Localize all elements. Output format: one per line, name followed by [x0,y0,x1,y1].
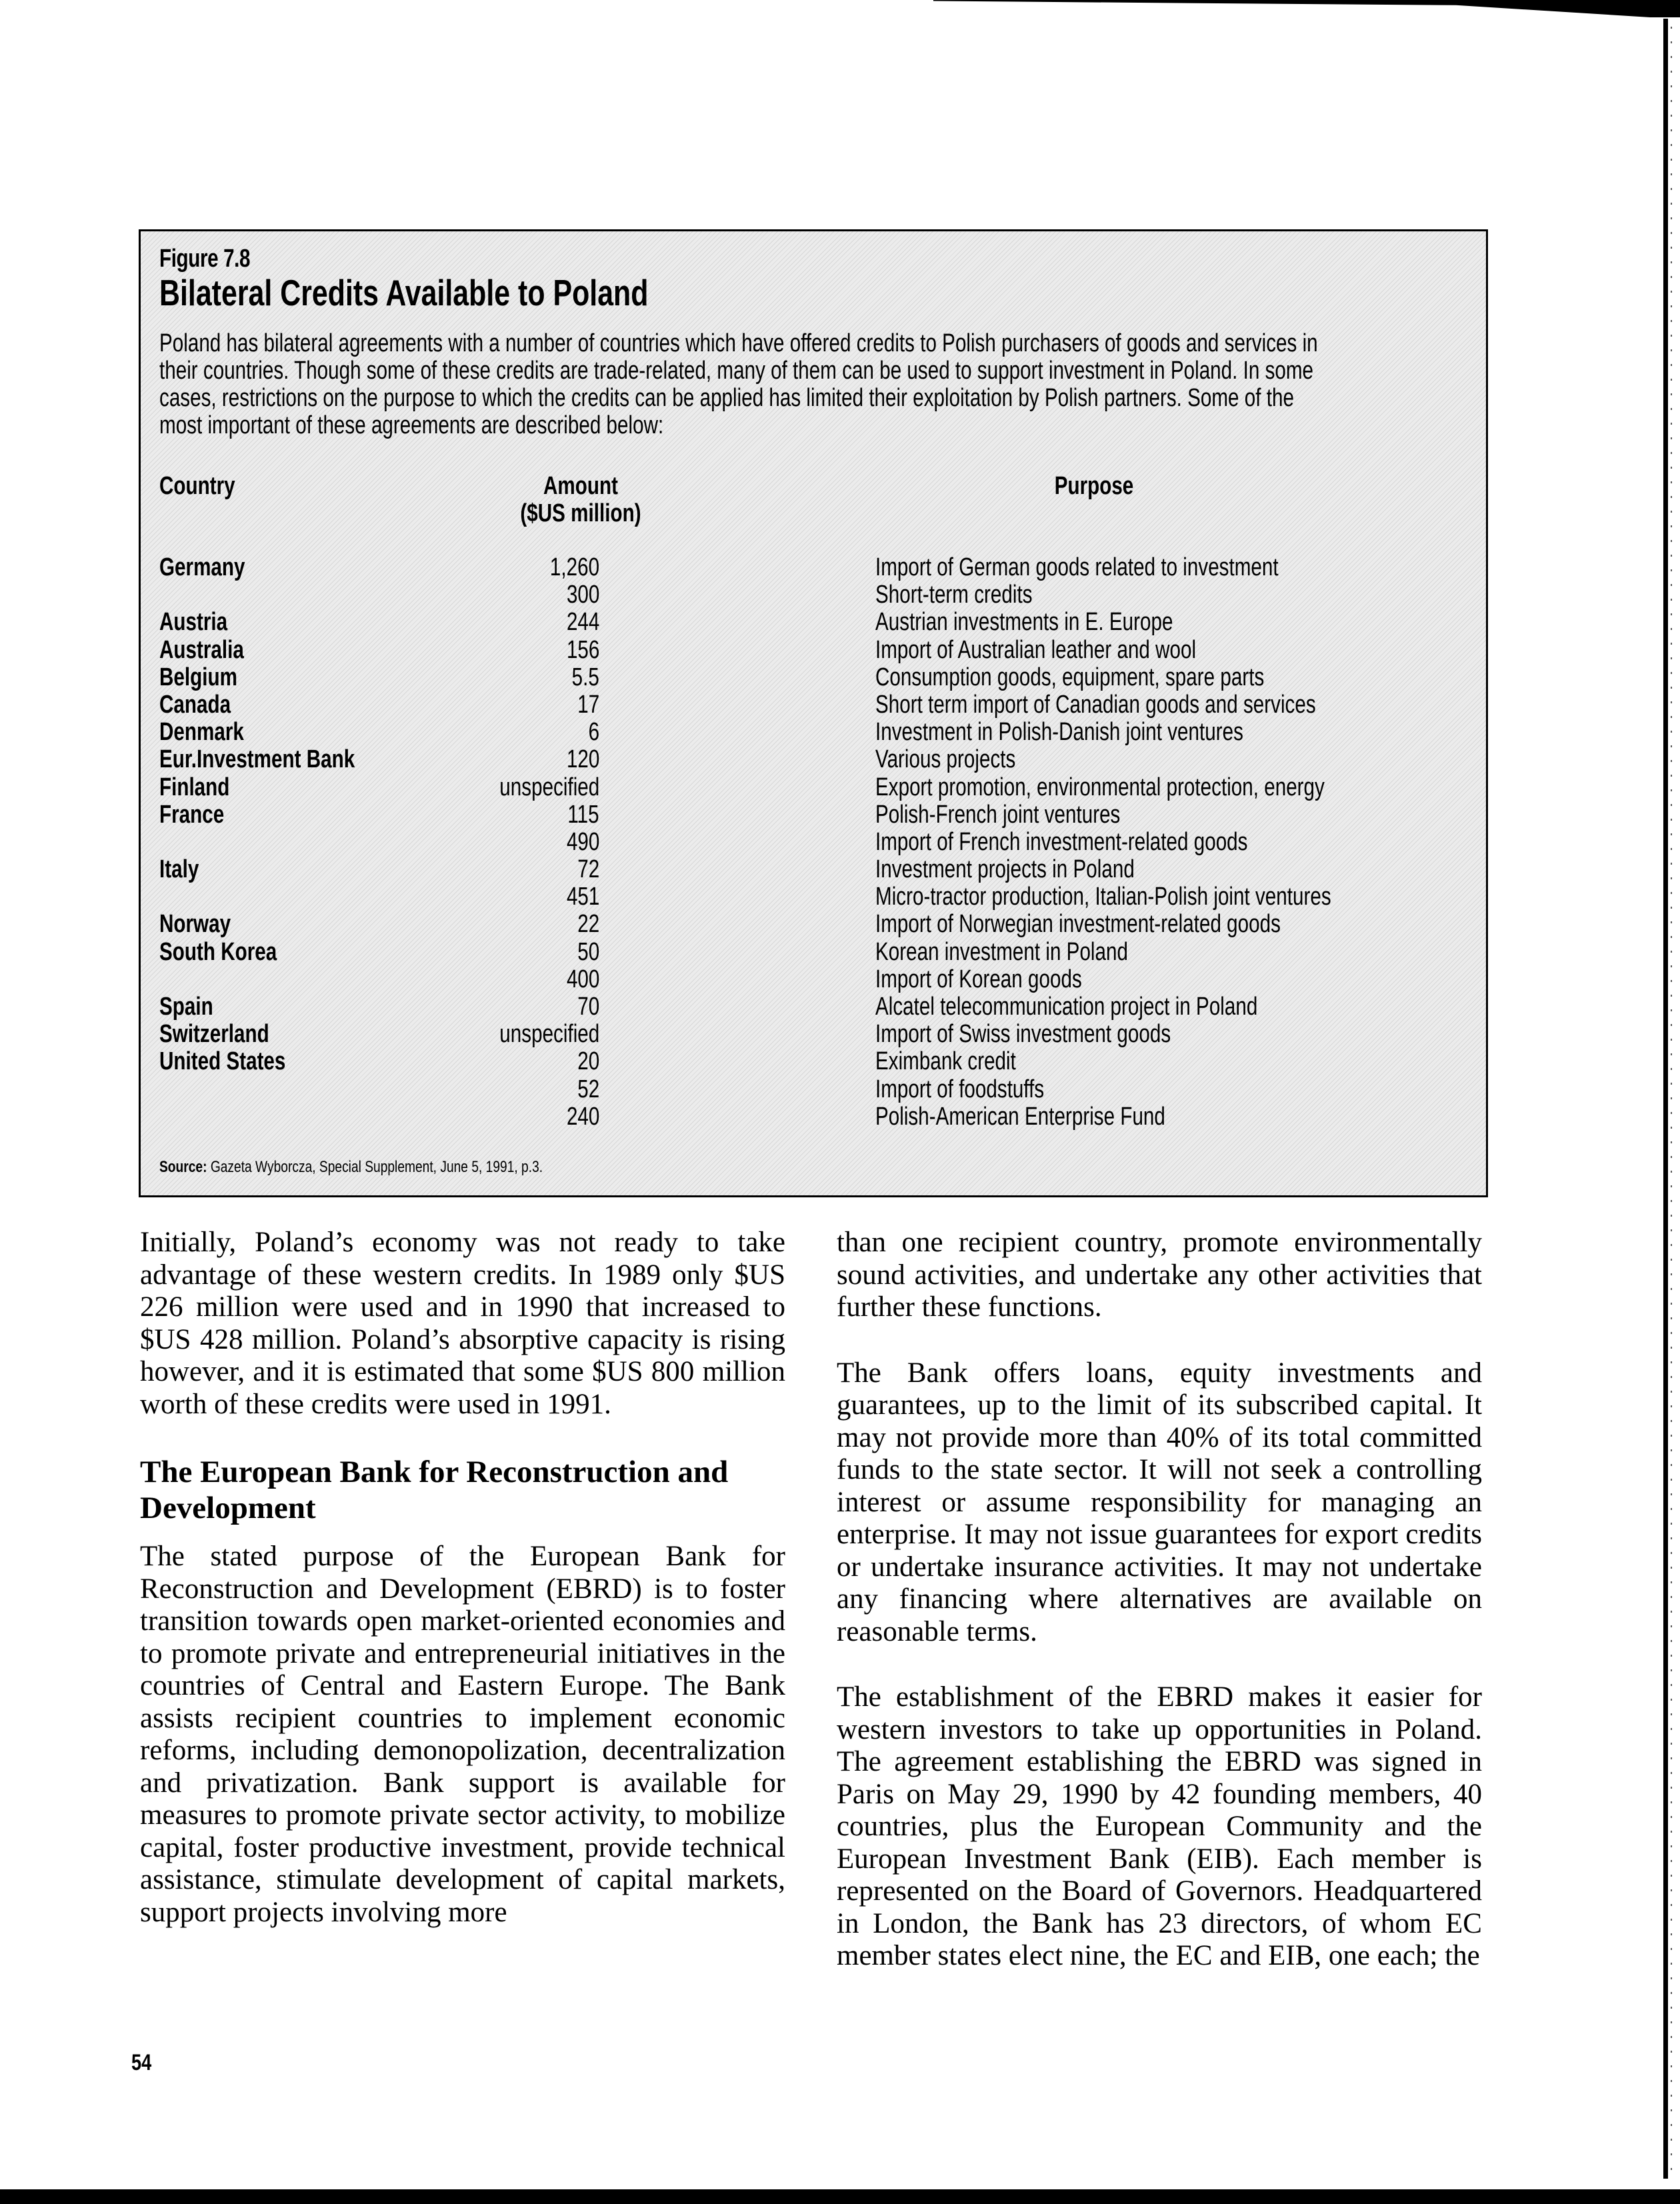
purpose-cell: Import of Korean goods [875,965,1082,993]
purpose-cell: Alcatel telecommunication project in Poland [875,993,1258,1021]
paragraph: The Bank offers loans, equity investments and guarantees, up to the limit of its subscribed capital. It may not provide more than 40% of its total committed funds to the state sector. It will not seek a controlling interest or assume responsibility for managing an enterprise. It may not issue guarantees for export credits or undertake insurance activities. It may not undertake any financing where alternatives are available on reasonable terms. [837,1357,1482,1647]
table-row [159,856,1466,883]
purpose-cell: Various projects [875,745,1016,774]
amount-cell: unspecified [499,1020,599,1049]
purpose-cell: Polish-French joint ventures [875,800,1121,829]
purpose-cell: Short term import of Canadian goods and services [875,690,1316,719]
country-cell: Eur.Investment Bank [159,745,355,774]
purpose-cell: Polish-American Enterprise Fund [875,1102,1165,1131]
amount-cell: 240 [566,1102,599,1131]
country-cell: United States [159,1047,286,1076]
amount-cell: 20 [577,1047,599,1076]
country-cell: Belgium [159,663,237,691]
amount-header-line2: ($US million) [520,499,641,527]
column-header-country: Country [159,472,235,500]
country-cell: Italy [159,855,199,884]
table-row [159,637,1466,664]
amount-cell: 72 [577,855,599,884]
scan-edge-top [933,0,1680,17]
country-cell: South Korea [159,937,277,966]
country-cell: France [159,800,225,829]
table-row [159,829,1466,856]
table-row [159,993,1466,1021]
table-row [159,1021,1466,1048]
amount-cell: 400 [566,965,599,993]
country-cell: Canada [159,690,231,719]
table-row [159,1048,1466,1075]
table-row [159,609,1466,636]
paragraph: Initially, Poland’s economy was not ready to take advantage of these western credits. In 1989 only $US 226 million were used and in 1990 that increased to $US 428 million. Poland’s absorptive capacity is rising however, and it is estimated that some $US 800 million worth of these credits were used in 1991. [140,1227,785,1420]
country-cell: Finland [159,773,230,801]
amount-header-line1: Amount [543,472,618,500]
figure-source [159,1158,543,1177]
table-row [159,746,1466,773]
amount-cell: 17 [577,690,599,719]
purpose-cell: Investment in Polish-Danish joint ventures [875,718,1243,747]
amount-cell: unspecified [499,773,599,801]
table-row [159,691,1466,719]
table-row [159,664,1466,691]
purpose-cell: Import of French investment-related goods [875,827,1248,856]
figure-label: Figure 7.8 [159,245,251,273]
body-column-right [837,1227,1482,2006]
intro-line: most important of these agreements are described below: [159,411,664,439]
country-cell: Switzerland [159,1020,269,1049]
purpose-cell: Import of Swiss investment goods [875,1020,1171,1049]
table-row [159,1076,1466,1103]
amount-cell: 5.5 [571,663,599,691]
amount-cell: 115 [567,800,599,829]
purpose-cell: Short-term credits [875,581,1033,609]
table-row [159,911,1466,938]
country-cell: Denmark [159,718,244,747]
figure-intro [159,330,1449,439]
purpose-cell: Export promotion, environmental protection, energy [875,773,1325,801]
country-cell: Australia [159,635,244,664]
purpose-cell: Import of Australian leather and wool [875,635,1197,664]
column-header-purpose: Purpose [1054,472,1134,500]
intro-line: cases, restrictions on the purpose to which the credits can be applied has limited their exploitation by Polish partners. Some of the [159,384,1294,412]
amount-cell: 50 [577,937,599,966]
amount-cell: 490 [566,827,599,856]
purpose-cell: Micro-tractor production, Italian-Polish joint ventures [875,883,1331,911]
table-row [159,554,1466,581]
purpose-cell: Austrian investments in E. Europe [875,608,1173,637]
table-row [159,581,1466,609]
amount-cell: 6 [588,718,599,747]
purpose-cell: Eximbank credit [875,1047,1016,1076]
amount-cell: 22 [577,910,599,939]
purpose-cell: Consumption goods, equipment, spare parts [875,663,1265,691]
purpose-cell: Import of German goods related to investment [875,553,1279,581]
table-row [159,774,1466,801]
table-row [159,939,1466,966]
purpose-cell: Import of Norwegian investment-related goods [875,910,1281,939]
paragraph: than one recipient country, promote environmentally sound activities, and undertake any other activities that further these functions. [837,1227,1482,1323]
table-row [159,883,1466,911]
amount-cell: 300 [566,581,599,609]
scan-edge-bottom [0,2189,1680,2204]
intro-line: Poland has bilateral agreements with a number of countries which have offered credits to Polish purchasers of goods and services in [159,329,1318,357]
country-cell: Norway [159,910,231,939]
amount-cell: 1,260 [549,553,599,581]
intro-line: their countries. Though some of these credits are trade-related, many of them can be used to support investment in Poland. In some [159,357,1314,385]
amount-cell: 451 [566,883,599,911]
figure-box [139,229,1488,1197]
amount-cell: 156 [566,635,599,664]
body-column-left [140,1227,785,1962]
amount-cell: 52 [577,1075,599,1103]
source-text: Gazeta Wyborcza, Special Supplement, June 5, 1991, p.3. [207,1158,543,1176]
table-row [159,1103,1466,1131]
paragraph: The establishment of the EBRD makes it easier for western investors to take up opportunities in Poland. The agreement establishing the EBRD was signed in Paris on May 29, 1990 by 42 founding members, 40 countries, plus the European Community and the European Investment Bank (EIB). Each member is represented on the Board of Governors. Headquartered in London, the Bank has 23 directors, of whom EC member states elect nine, the EC and EIB, one each; the [837,1681,1482,1971]
country-cell: Austria [159,608,228,637]
purpose-cell: Korean investment in Poland [875,937,1128,966]
amount-cell: 244 [566,608,599,637]
table-row [159,801,1466,829]
section-heading-ebrd: The European Bank for Reconstruction and Development [140,1455,729,1525]
scan-edge-noise [1671,27,1672,2173]
table-row [159,719,1466,746]
purpose-cell: Investment projects in Poland [875,855,1135,884]
amount-cell: 120 [566,745,599,774]
table-row [159,966,1466,993]
credits-table [159,554,1466,1131]
source-label: Source: [159,1158,207,1176]
amount-cell: 70 [577,993,599,1021]
column-header-amount [477,473,685,527]
purpose-cell: Import of foodstuffs [875,1075,1045,1103]
page-number: 54 [131,2050,152,2075]
figure-title: Bilateral Credits Available to Poland [159,272,649,313]
country-cell: Spain [159,993,213,1021]
scan-edge-right [1663,19,1668,2179]
country-cell: Germany [159,553,245,581]
paragraph: The stated purpose of the European Bank for Reconstruction and Development (EBRD) is to foster transition towards open market-oriented economies and to promote private and entrepreneurial initiatives in the countries of Central and Eastern Europe. The Bank assists recipient countries to implement economic reforms, including demonopolization, decentralization and privatization. Bank support is available for measures to promote private sector activity, to mobilize capital, foster productive investment, provide technical assistance, stimulate development of capital markets, support projects involving more [140,1541,785,1928]
